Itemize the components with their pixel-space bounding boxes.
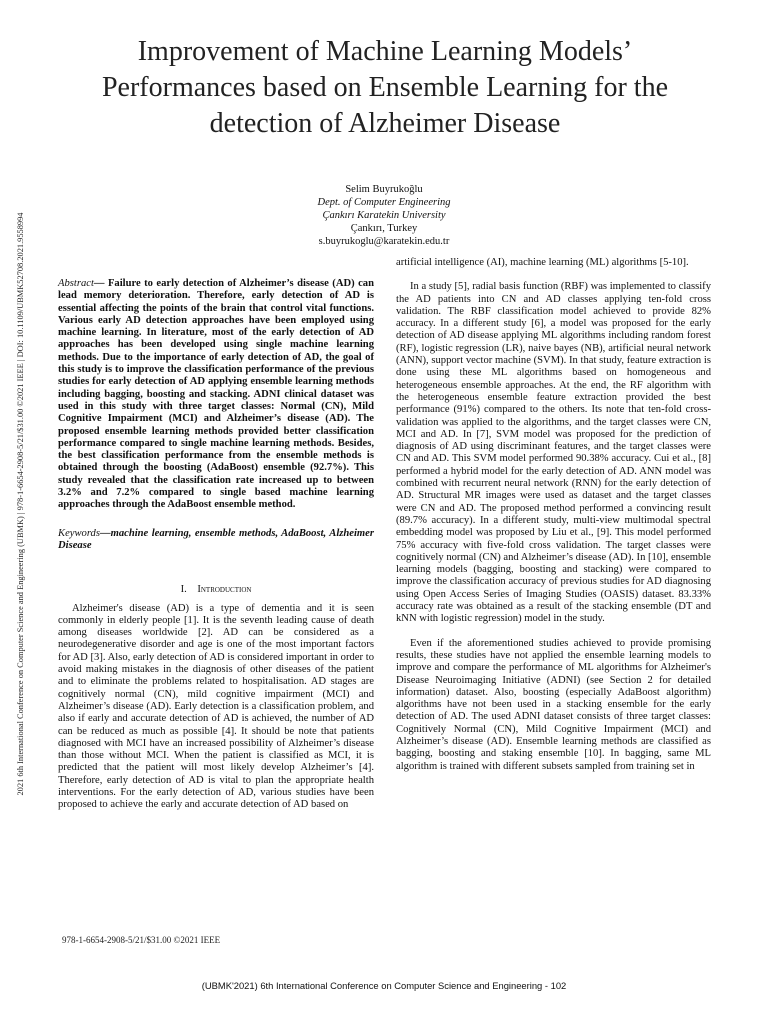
title-line-3: detection of Alzheimer Disease (209, 108, 561, 139)
right-paragraph-2: In a study [5], radial basis function (RBF) was implemented to classify the AD patients into CN and AD classes applying ten-fold cross validation. The RBF classification model achieved to provide 82% accuracy. In a different study [6], a model was proposed for the early detection of AD disease applying ML algorithms including random forest (RF), logistic regression (LR), naive bayes (NB), artificial neural network (ANN), support vector machine (SVM). In that study, feature extraction is done using these ML algorithms based on homogeneous and heterogeneous ensemble approaches. At the end, the RF algorithm with the heterogeneous ensemble feature extraction provided the best performance (91%) compared to the others. Its note that ten-fold cross-validation was applied to the algorithms, and the target classes were CN, MCI and AD. In [7], SVM model was proposed for the prediction of diagnosis of AD using discriminant features, and the target classes were CN and AD. This SVM model performed 90.38% accuracy. Cui et al., [8] performed a hybrid model for the early detection of AD. ANN model was combined with recurrent neural network (RNN) for the early detection of AD. Structural MR images were used as dataset and the target classes were CN and AD. The proposed method performed a convincing result (89.7% accuracy). In a different study, multi-view multimodal spectral embedding model was proposed by Liu et al., [9]. This model performed 75% accuracy with five-fold cross validation. The target classes were cognitively normal (CN) and Alzheimer’s disease (AD). In [10], ensemble learning models (bagging, boosting and stacking) were compared to improve the classification accuracy of previous studies for AD diagnosing using Open Access Series of Imaging Studies (OASIS) dataset. 83.33% accuracy rate was obtained as a result of the stacking ensemble (DT and kNN with logistic regression) model in the study. (396, 281, 711, 625)
abstract-lead: Abstract (58, 278, 94, 289)
right-column (396, 257, 711, 773)
left-column (58, 278, 374, 812)
right-paragraph-3: Even if the aforementioned studies achieved to provide promising results, these studies have not applied the ensemble learning models to improve and compare the performance of ML algorithms for Alzheimer's Disease Neuroimaging Initiative (ADNI) (see Section 2 for detailed information) dataset. Also, boosting (especially AdaBoost algorithm) algorithms have not been used in a stacking ensemble for the early detection of AD. The used ADNI dataset consists of three target classes: Cognitively Normal (CN), Mild Cognitive Impairment (MCI) and Alzheimer’s disease (AD). Ensemble learning methods are classified as bagging, boosting and staking ensemble [10]. In bagging, same ML algorithm is trained with different subsets sampled from training set in (396, 637, 711, 772)
author-city: Çankırı, Turkey (350, 223, 418, 234)
author-name: Selim Buyrukoğlu (345, 184, 423, 195)
keywords-body: —machine learning, ensemble methods, AdaBoost, Alzheimer Disease (58, 527, 374, 551)
author-university: Çankırı Karatekin University (322, 210, 446, 221)
paper-title (40, 34, 730, 142)
section-title: Introduction (197, 584, 252, 596)
abstract (58, 278, 374, 512)
section-heading (58, 584, 374, 596)
right-paragraph-1: artificial intelligence (AI), machine learning (ML) algorithms [5-10]. (396, 257, 689, 268)
abstract-body: — Failure to early detection of Alzheimer’s disease (AD) can lead memory deterioration. Therefore, early detection of AD is essential affecting the points of the brain that control vital functions. Various early AD detection approaches have been employed using machine learning. In literature, most of the early detection of AD approaches has been developed using single machine learning methods. Due to the importance of early detection of AD, the goal of this study is to improve the classification performance of the previous studies for early detection of AD applying ensemble learning methods including bagging, boosting and stacking. ADNI clinical dataset was used in this study with three target classes: Normal (CN), Mild Cognitive Impairment (MCI) and Alzheimer’s disease (AD). The proposed ensemble learning methods provided better classification performance compared to single machine learning methods. Besides, the best classification performance from the ensemble methods is obtained through the boosting (AdaBoost) ensemble (92.7%). This study revealed that the classification rate increased up to between 3.2% and 7.2% compared to single based machine learning approaches through the AdaBoost ensemble method. (58, 278, 374, 511)
copyright-footnote: 978-1-6654-2908-5/21/$31.00 ©2021 IEEE (62, 935, 221, 945)
title-line-2: Performances based on Ensemble Learning for the (101, 72, 668, 103)
intro-paragraph: Alzheimer's disease (AD) is a type of dementia and it is seen commonly in elderly people [1]. It is the seventh leading cause of death among diseases worldwide [2]. AD can be considered as a neurodegenerative disorder and age is one of the most important factors for AD [3]. Also, early detection of AD is considered important in order to avoid making mistakes in the diagnosis of other diseases of the patient and to eliminate the problems related to hospitalisation. AD stages are cognitively normal (CN), mild cognitive impairment (MCI) and Alzheimer’s disease (AD). Early detection is a classification problem, and also if early and accurate detection of AD is achieved, the number of AD can be reduced as much as possible [4]. It should be note that patients diagnosed with MCI have an increased possibility of Alzheimer’s disease than those without MCI. When the patient is classified as MCI, it is predicted that the patient will most likely develop Alzheimer’s [4]. Therefore, early detection of AD is vital to plan the appropriate health interventions. For the early detection of AD, various studies have been proposed to achieve the early and accurate detection of AD based on (58, 602, 374, 811)
author-dept: Dept. of Computer Engineering (317, 197, 451, 208)
side-copyright-note: 2021 6th International Conference on Computer Science and Engineering (UBMK) | 978-1-6654-2908-5/21/$31.00 ©2021 IEEE | DOI: 10.1109/UBMK52708.2021.9558994 (16, 212, 25, 796)
page-footer: (UBMK'2021) 6th International Conference on Computer Science and Engineering - 102 (201, 980, 567, 991)
keywords-lead: Keywords (58, 527, 100, 539)
section-number: I. (180, 584, 187, 596)
keywords (58, 528, 374, 553)
author-block (234, 183, 534, 248)
author-email: s.buyrukoglu@karatekin.edu.tr (318, 236, 450, 247)
title-line-1: Improvement of Machine Learning Models’ (137, 36, 633, 67)
